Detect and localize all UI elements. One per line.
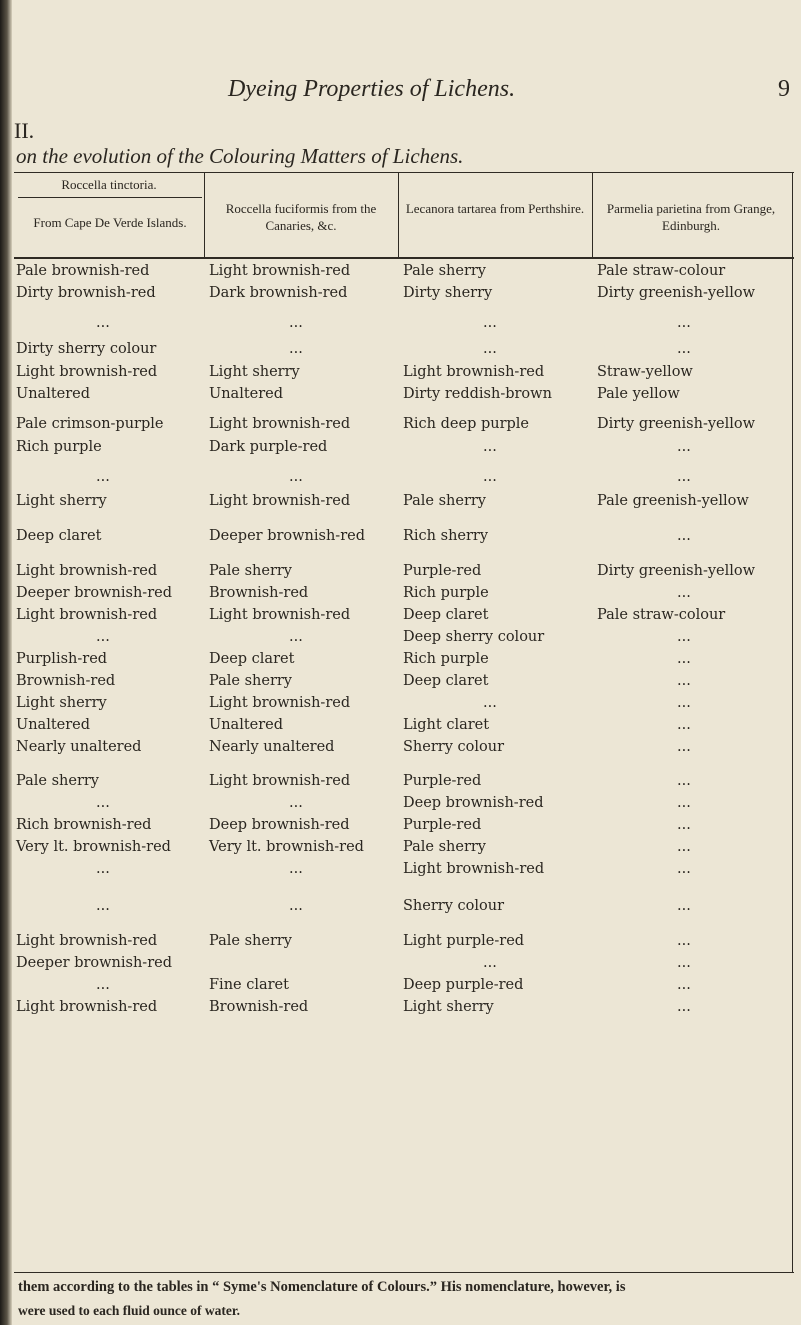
table-cell: ... bbox=[289, 341, 303, 357]
table-cell: Dirty greenish-yellow bbox=[597, 285, 756, 301]
table-cell: Straw-yellow bbox=[597, 364, 693, 380]
table-cell: ... bbox=[677, 528, 691, 544]
table-cell: ... bbox=[96, 977, 110, 993]
table-cell: Unaltered bbox=[16, 386, 91, 402]
table-cell: Rich sherry bbox=[403, 528, 489, 544]
table-cell: Dark brownish-red bbox=[209, 285, 348, 301]
table-cell: Sherry colour bbox=[403, 898, 505, 914]
table-cell: ... bbox=[677, 673, 691, 689]
table-cell: Dirty sherry bbox=[403, 285, 493, 301]
table-cell: Fine claret bbox=[209, 977, 289, 993]
table-cell: Purple-red bbox=[403, 817, 482, 833]
table-cell: Light purple-red bbox=[403, 933, 525, 949]
table-cell: Pale sherry bbox=[209, 563, 292, 579]
table-cell: ... bbox=[677, 795, 691, 811]
table-cell: ... bbox=[483, 469, 497, 485]
table-cell: ... bbox=[677, 839, 691, 855]
table-cell: ... bbox=[677, 933, 691, 949]
table-cell: Purple-red bbox=[403, 773, 482, 789]
header-bottom-rule bbox=[14, 257, 794, 259]
table-cell: Purplish-red bbox=[16, 651, 108, 667]
table-cell: ... bbox=[677, 585, 691, 601]
table-cell: Light sherry bbox=[403, 999, 494, 1015]
table-cell: Very lt. brownish-red bbox=[209, 839, 364, 855]
table-cell: ... bbox=[289, 469, 303, 485]
table-cell: ... bbox=[96, 469, 110, 485]
table-cell: Deep claret bbox=[209, 651, 295, 667]
table-cell: Sherry colour bbox=[403, 739, 505, 755]
table-top-rule bbox=[14, 172, 794, 173]
table-cell: Pale sherry bbox=[209, 673, 292, 689]
group-header-rule bbox=[18, 197, 202, 198]
table-cell: Light sherry bbox=[209, 364, 300, 380]
table-cell: ... bbox=[483, 315, 497, 331]
table-cell: Unaltered bbox=[16, 717, 91, 733]
table-cell: ... bbox=[677, 861, 691, 877]
table-cell: Light brownish-red bbox=[16, 563, 158, 579]
table-cell: Rich purple bbox=[16, 439, 102, 455]
table-cell: Brownish-red bbox=[209, 999, 309, 1015]
table-cell: Light brownish-red bbox=[403, 364, 545, 380]
table-cell: Nearly unaltered bbox=[16, 739, 142, 755]
table-cell: Pale sherry bbox=[403, 493, 486, 509]
table-cell: Dirty brownish-red bbox=[16, 285, 156, 301]
table-cell: Dirty sherry colour bbox=[16, 341, 157, 357]
table-cell: ... bbox=[96, 898, 110, 914]
footnote-line-2: were used to each fluid ounce of water. bbox=[18, 1303, 240, 1318]
column-rule-3 bbox=[592, 172, 593, 258]
table-cell: Deep claret bbox=[403, 607, 489, 623]
table-cell: Pale straw-colour bbox=[597, 607, 726, 623]
table-cell: Pale sherry bbox=[16, 773, 99, 789]
table-cell: Light brownish-red bbox=[209, 695, 351, 711]
table-cell: Rich brownish-red bbox=[16, 817, 152, 833]
column-rule-2 bbox=[398, 172, 399, 258]
table-cell: ... bbox=[677, 341, 691, 357]
table-cell: ... bbox=[289, 315, 303, 331]
table-cell: Light brownish-red bbox=[209, 607, 351, 623]
table-cell: Dirty greenish-yellow bbox=[597, 416, 756, 432]
table-cell: Purple-red bbox=[403, 563, 482, 579]
table-cell: ... bbox=[677, 629, 691, 645]
table-cell: Unaltered bbox=[209, 717, 284, 733]
table-cell: ... bbox=[289, 861, 303, 877]
table-cell: ... bbox=[677, 695, 691, 711]
table-cell: ... bbox=[677, 739, 691, 755]
table-cell: Light brownish-red bbox=[209, 263, 351, 279]
column-rule-1 bbox=[204, 172, 205, 258]
table-bottom-rule bbox=[14, 1272, 794, 1273]
table-cell: Dirty reddish-brown bbox=[403, 386, 552, 402]
table-cell: ... bbox=[677, 469, 691, 485]
table-cell: ... bbox=[483, 439, 497, 455]
table-cell: ... bbox=[677, 955, 691, 971]
table-cell: Deep sherry colour bbox=[403, 629, 545, 645]
table-cell: ... bbox=[289, 629, 303, 645]
table-cell: ... bbox=[483, 341, 497, 357]
table-cell: ... bbox=[677, 898, 691, 914]
book-spine-edge bbox=[0, 0, 12, 1325]
table-cell: Light brownish-red bbox=[16, 364, 158, 380]
table-cell: Light sherry bbox=[16, 695, 107, 711]
header-cape-de-verde: From Cape De Verde Islands. bbox=[33, 215, 187, 230]
table-cell: Light sherry bbox=[16, 493, 107, 509]
table-cell: ... bbox=[289, 898, 303, 914]
table-cell: Light brownish-red bbox=[16, 999, 158, 1015]
table-cell: Deeper brownish-red bbox=[16, 585, 172, 601]
table-cell: Light brownish-red bbox=[403, 861, 545, 877]
group-header: Roccella tinctoria. bbox=[61, 177, 157, 192]
table-cell: ... bbox=[677, 773, 691, 789]
table-cell: Deep claret bbox=[403, 673, 489, 689]
table-cell: Deep claret bbox=[16, 528, 102, 544]
table-cell: Brownish-red bbox=[16, 673, 116, 689]
table-cell: Light brownish-red bbox=[209, 773, 351, 789]
table-cell: ... bbox=[96, 795, 110, 811]
header-lecanora-tartarea: Lecanora tartarea from Perthshire. bbox=[405, 201, 585, 216]
table-cell: Deeper brownish-red bbox=[16, 955, 172, 971]
table-cell: Rich purple bbox=[403, 585, 489, 601]
table-cell: Dirty greenish-yellow bbox=[597, 563, 756, 579]
table-cell: Deep brownish-red bbox=[403, 795, 544, 811]
header-roccella-fuciformis: Roccella fuciformis from the Canaries, &c. bbox=[225, 201, 377, 233]
table-cell: ... bbox=[96, 861, 110, 877]
table-cell: Light brownish-red bbox=[16, 933, 158, 949]
table-cell: Pale yellow bbox=[597, 386, 680, 402]
header-parmelia-parietina: Parmelia parietina from Grange, Edinburgh. bbox=[606, 201, 776, 233]
table-cell: Light brownish-red bbox=[16, 607, 158, 623]
table-cell: ... bbox=[483, 955, 497, 971]
table-cell: Light brownish-red bbox=[209, 416, 351, 432]
table-cell: ... bbox=[677, 999, 691, 1015]
table-cell: Light brownish-red bbox=[209, 493, 351, 509]
table-cell: Unaltered bbox=[209, 386, 284, 402]
table-cell: ... bbox=[96, 629, 110, 645]
table-cell: ... bbox=[677, 315, 691, 331]
table-cell: Pale sherry bbox=[209, 933, 292, 949]
table-cell: Light claret bbox=[403, 717, 490, 733]
table-cell: ... bbox=[289, 795, 303, 811]
column-rule-right bbox=[792, 172, 793, 1273]
table-cell: Pale greenish-yellow bbox=[597, 493, 749, 509]
table-cell: Brownish-red bbox=[209, 585, 309, 601]
table-cell: Deep purple-red bbox=[403, 977, 524, 993]
table-cell: Pale sherry bbox=[403, 839, 486, 855]
table-cell: Pale sherry bbox=[403, 263, 486, 279]
table-cell: Pale crimson-purple bbox=[16, 416, 164, 432]
table-cell: Very lt. brownish-red bbox=[16, 839, 171, 855]
table-caption: on the evolution of the Colouring Matters of Lichens. bbox=[16, 144, 464, 168]
table-cell: ... bbox=[677, 977, 691, 993]
table-cell: ... bbox=[677, 439, 691, 455]
table-cell: ... bbox=[96, 315, 110, 331]
table-cell: Deeper brownish-red bbox=[209, 528, 365, 544]
table-cell: Deep brownish-red bbox=[209, 817, 350, 833]
table-cell: Pale brownish-red bbox=[16, 263, 150, 279]
running-title: Dyeing Properties of Lichens. bbox=[228, 76, 516, 102]
section-number: II. bbox=[14, 118, 35, 143]
table-cell: ... bbox=[677, 717, 691, 733]
table-cell: Rich deep purple bbox=[403, 416, 530, 432]
table-cell: Nearly unaltered bbox=[209, 739, 335, 755]
table-cell: Dark purple-red bbox=[209, 439, 328, 455]
table-cell: Pale straw-colour bbox=[597, 263, 726, 279]
footnote-line-1: them according to the tables in “ Syme's Nomenclature of Colours.” His nomenclature, however, is bbox=[18, 1279, 626, 1295]
table-cell: ... bbox=[677, 651, 691, 667]
table-cell: Rich purple bbox=[403, 651, 489, 667]
table-cell: ... bbox=[677, 817, 691, 833]
page-number: 9 bbox=[778, 76, 790, 102]
table-cell: ... bbox=[483, 695, 497, 711]
